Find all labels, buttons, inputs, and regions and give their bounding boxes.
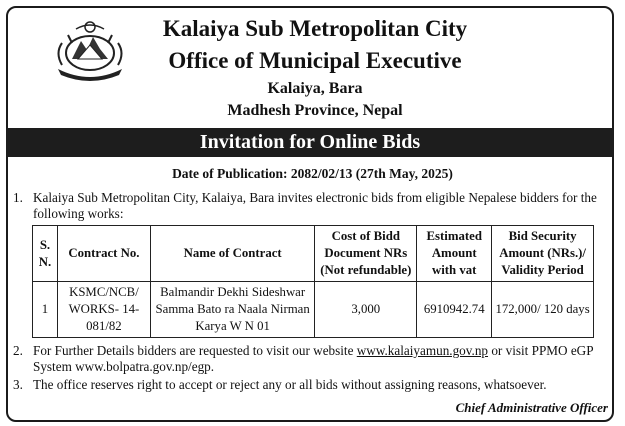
cell-sn: 1 bbox=[33, 282, 58, 338]
point-text bbox=[33, 343, 601, 375]
table-header-row bbox=[33, 226, 594, 282]
table-row bbox=[33, 282, 594, 338]
signoff: Chief Administrative Officer bbox=[455, 400, 608, 415]
location: Kalaiya, Bara bbox=[267, 80, 363, 97]
point-number: 1. bbox=[13, 190, 23, 205]
bids-table bbox=[32, 225, 594, 338]
point-text-after: or visit PPMO eGP System www.bolpatra.gov.np/egp. bbox=[33, 343, 594, 374]
point-number: 2. bbox=[13, 343, 23, 358]
website-link[interactable]: www.kalaiyamun.gov.np bbox=[356, 343, 489, 358]
title-banner: Invitation for Online Bids bbox=[6, 128, 614, 157]
point-number: 3. bbox=[13, 377, 23, 392]
point-text: The office reserves right to accept or reject any or all bids without assigning reasons, whatsoever. bbox=[33, 377, 547, 392]
cell-security: 172,000/ 120 days bbox=[492, 282, 594, 338]
point-text-before: For Further Details bidders are requested to visit our website bbox=[33, 343, 357, 358]
cell-cost: 3,000 bbox=[315, 282, 417, 338]
col-header-name: Name of Contract bbox=[150, 226, 315, 282]
col-header-cost: Cost of Bidd Document NRs (Not refundable) bbox=[315, 226, 417, 282]
nepal-government-emblem-icon bbox=[50, 17, 130, 85]
col-header-sn: S. N. bbox=[33, 226, 58, 282]
col-header-estimated: Estimated Amount with vat bbox=[417, 226, 492, 282]
cell-contract-no: KSMC/NCB/ WORKS- 14- 081/82 bbox=[57, 282, 150, 338]
cell-name: Balmandir Dekhi Sideshwar Samma Bato ra Naala Nirman Karya W N 01 bbox=[150, 282, 315, 338]
col-header-security: Bid Security Amount (NRs.)/ Validity Period bbox=[492, 226, 594, 282]
point-text: Kalaiya Sub Metropolitan City, Kalaiya, Bara invites electronic bids from eligible Nepalese bidders for the following works: bbox=[33, 190, 597, 221]
province: Madhesh Province, Nepal bbox=[227, 102, 403, 119]
cell-estimated: 6910942.74 bbox=[417, 282, 492, 338]
publication-date: Date of Publication: 2082/02/13 (27th May, 2025) bbox=[172, 166, 453, 181]
org-name: Kalaiya Sub Metropolitan City bbox=[162, 16, 468, 41]
office-name: Office of Municipal Executive bbox=[168, 48, 462, 73]
col-header-contract-no: Contract No. bbox=[57, 226, 150, 282]
